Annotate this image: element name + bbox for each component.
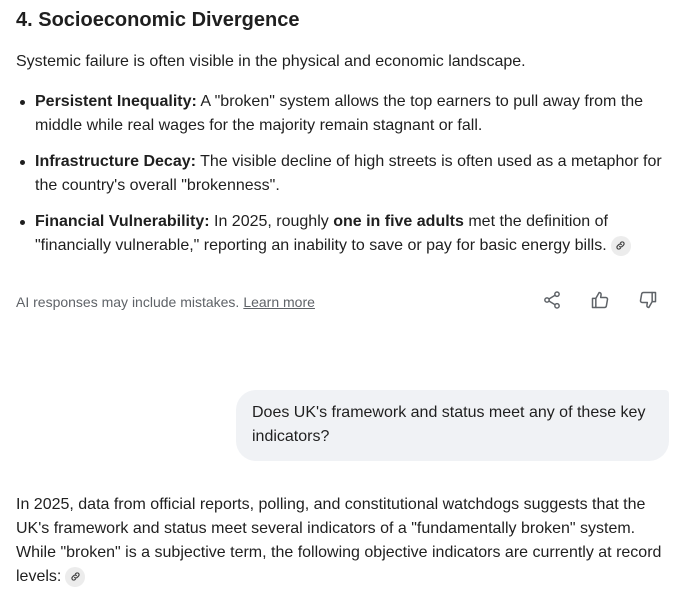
thumbs-down-icon <box>638 290 658 315</box>
disclaimer-row <box>16 290 671 314</box>
bullet-text: The visible decline of high streets is often used as a metaphor for the country's overall "brokenness". <box>35 153 662 194</box>
bullet-title: Persistent Inequality: <box>35 93 197 110</box>
thumbs-up-icon <box>590 290 610 315</box>
bullet-title: Infrastructure Decay: <box>35 153 196 170</box>
source-link-icon[interactable] <box>611 236 631 256</box>
bullet-emphasis: one in five adults <box>333 213 464 230</box>
intro-paragraph: Systemic failure is often visible in the physical and economic landscape. <box>16 53 526 70</box>
learn-more-link[interactable]: Learn more <box>243 294 315 310</box>
answer-paragraph <box>16 493 671 589</box>
answer-text: In 2025, data from official reports, polling, and constitutional watchdogs suggests that the UK's framework and status meet several indicators of a "fundamentally broken" system. While "broken" is a subjective term, the following objective indicators are currently at record levels: <box>16 496 662 585</box>
bullet-title: Financial Vulnerability: <box>35 213 210 230</box>
feedback-actions <box>539 290 661 314</box>
thumbs-down-button[interactable] <box>635 290 661 314</box>
section-heading: 4. Socioeconomic Divergence <box>16 9 300 31</box>
user-message-bubble: Does UK's framework and status meet any of these key indicators? <box>236 390 669 461</box>
share-button[interactable] <box>539 290 565 314</box>
share-icon <box>542 290 562 315</box>
bullet-list <box>16 90 675 270</box>
bullet-text: met the definition of "financially vulnerable," reporting an inability to save or pay for basic energy bills. <box>35 213 608 254</box>
bullet-text: A "broken" system allows the top earners to pull away from the middle while real wages for the majority remain stagnant or fall. <box>35 93 644 134</box>
list-item <box>35 210 675 258</box>
thumbs-up-button[interactable] <box>587 290 613 314</box>
list-item <box>35 90 675 138</box>
disclaimer-text: AI responses may include mistakes. <box>16 294 240 310</box>
bullet-text: In 2025, roughly <box>209 213 334 230</box>
source-link-icon[interactable] <box>65 567 85 587</box>
list-item <box>35 150 675 198</box>
